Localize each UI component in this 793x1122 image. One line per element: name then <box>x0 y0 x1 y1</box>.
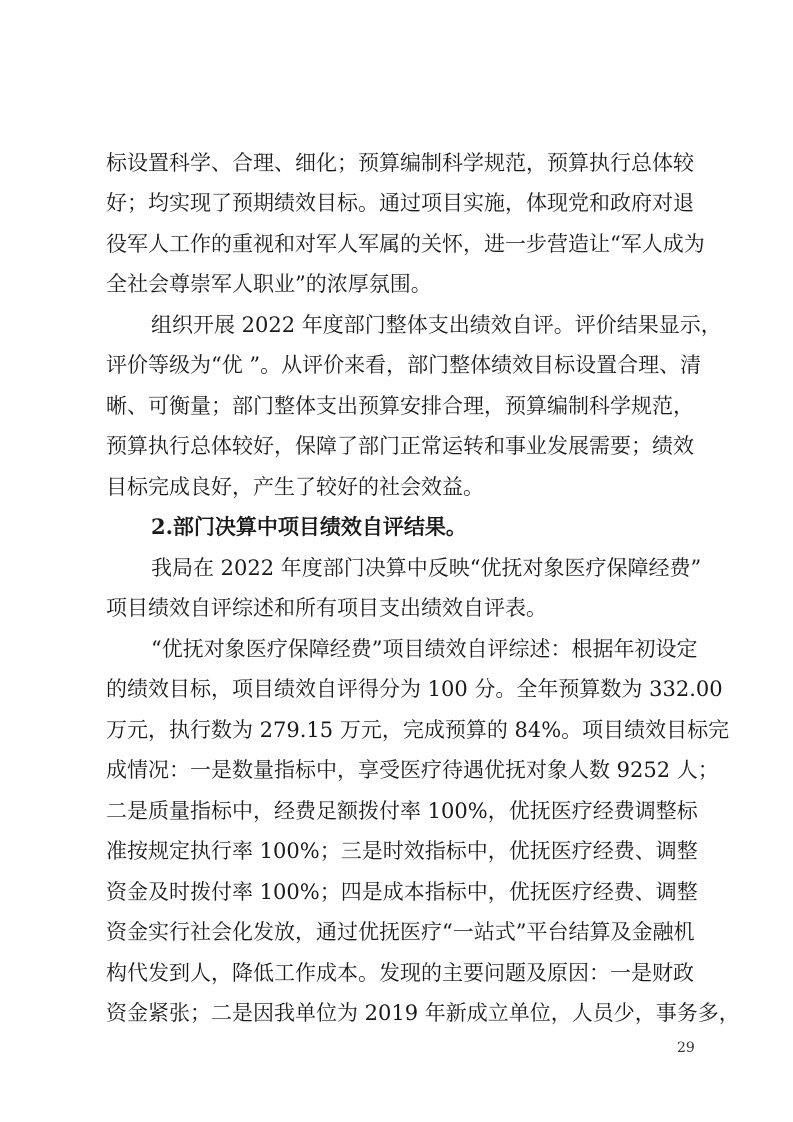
body-text-line: 预算执行总体较好，保障了部门正常运转和事业发展需要；绩效 <box>106 434 694 458</box>
body-text-line: 的绩效目标，项目绩效自评得分为 100 分。全年预算数为 332.00 <box>106 677 723 701</box>
body-text-line: 准按规定执行率 100%；三是时效指标中，优抚医疗经费、调整 <box>106 839 698 863</box>
body-text-line: 资金实行社会化发放，通过优抚医疗“一站式”平台结算及金融机 <box>106 920 695 944</box>
paragraph-first-line: 组织开展 2022 年度部门整体支出绩效自评。评价结果显示， <box>151 313 722 337</box>
body-text-line: 项目绩效自评综述和所有项目支出绩效自评表。 <box>106 596 547 620</box>
paragraph-first-line: “优抚对象医疗保障经费”项目绩效自评综述：根据年初设定 <box>151 637 698 661</box>
section-heading: 2.部门决算中项目绩效自评结果。 <box>151 514 467 539</box>
body-text-line: 资金及时拨付率 100%；四是成本指标中，优抚医疗经费、调整 <box>106 880 698 904</box>
body-text-line: 好；均实现了预期绩效目标。通过项目实施，体现党和政府对退 <box>106 191 694 215</box>
page-number: 29 <box>677 1040 695 1056</box>
body-text-line: 标设置科学、合理、细化；预算编制科学规范，预算执行总体较 <box>106 151 694 175</box>
body-text-line: 二是质量指标中，经费足额拨付率 100%，优抚医疗经费调整标 <box>106 799 698 823</box>
body-text-line: 晰、可衡量；部门整体支出预算安排合理，预算编制科学规范， <box>106 394 694 418</box>
body-text-line: 资金紧张；二是因我单位为 2019 年新成立单位，人员少，事务多， <box>106 1001 740 1025</box>
body-text-line: 成情况：一是数量指标中，享受医疗待遇优抚对象人数 9252 人； <box>106 758 719 782</box>
paragraph-first-line: 我局在 2022 年度部门决算中反映“优抚对象医疗保障经费” <box>151 556 702 580</box>
body-text-line: 评价等级为“优 ”。从评价来看，部门整体绩效目标设置合理、清 <box>106 353 702 377</box>
body-text-line: 目标完成良好，产生了较好的社会效益。 <box>106 475 484 499</box>
body-text-line: 役军人工作的重视和对军人军属的关怀，进一步营造让“军人成为 <box>106 232 705 256</box>
body-text-line: 万元，执行数为 279.15 万元，完成预算的 84%。项目绩效目标完 <box>106 718 730 742</box>
body-text-line: 全社会尊崇军人职业”的浓厚氛围。 <box>106 272 432 296</box>
body-text-line: 构代发到人，降低工作成本。发现的主要问题及原因：一是财政 <box>106 961 694 985</box>
